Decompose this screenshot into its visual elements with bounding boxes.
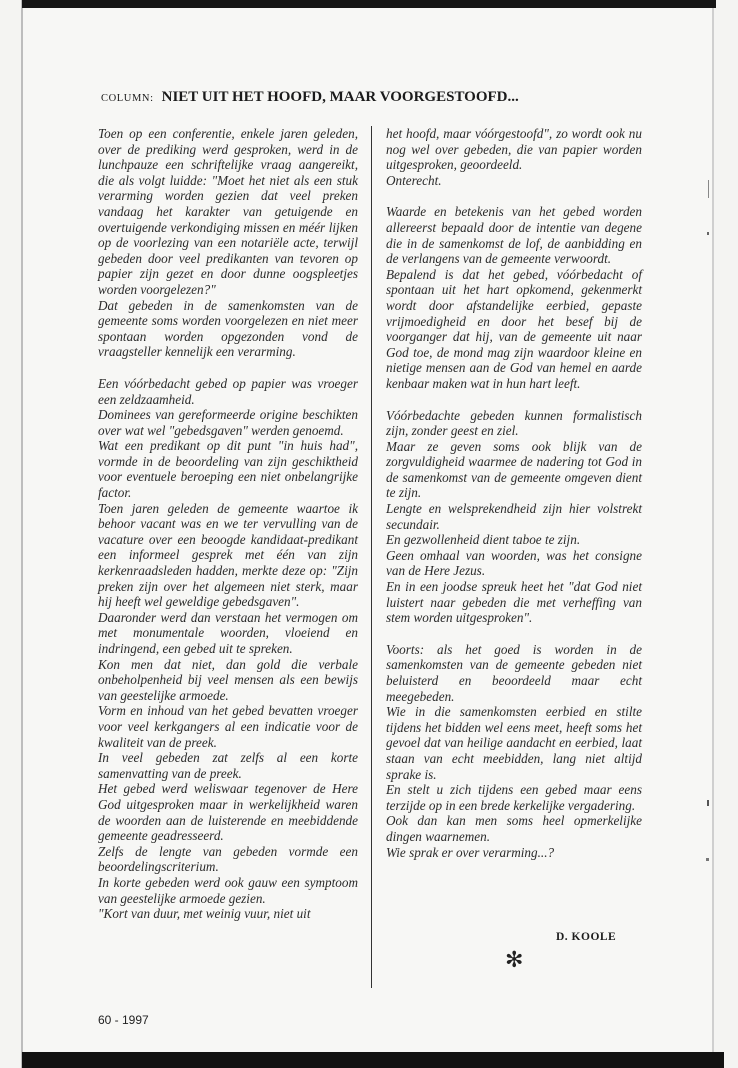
paragraph: Dominees van gereformeerde origine beschikten over wat wel "gebedsgaven" werden genoemd. bbox=[98, 407, 358, 438]
paragraph: In korte gebeden werd ook gauw een symptoom van geestelijke armoede gezien. bbox=[98, 874, 358, 906]
paragraph: Toen jaren geleden de gemeente waartoe ik behoor vacant was en we ter vervulling van de vacature over een beoogde kandidaat-predikant een informeel gesprek met één van zijn kerkenraadsleden hadden, merkte deze op: "Zijn preken zijn over het algemeen niet sterk, maar hij heeft wel geweldige gebedsgaven". bbox=[98, 500, 358, 610]
paragraph: Wie in die samenkomsten eerbied en stilte tijdens het bidden wel eens meet, heeft soms het gevoel dat van heilige aandacht en eerbied, laat staan van echt meebidden, lang niet altijd sprake is. bbox=[386, 704, 642, 782]
left-text-column bbox=[98, 126, 358, 922]
scan-speck bbox=[706, 858, 709, 861]
paragraph: Daaronder werd dan verstaan het vermogen om met monumentale woorden, vloeiend en indringend, een gebed uit te spreken. bbox=[98, 609, 358, 656]
scan-top-border bbox=[22, 0, 716, 8]
paragraph: Lengte en welsprekendheid zijn hier volstrekt secundair. bbox=[386, 501, 642, 532]
paragraph: Zelfs de lengte van gebeden vormde een beoordelingscriterium. bbox=[98, 843, 358, 875]
paragraph: Bepalend is dat het gebed, vóórbedacht of spontaan uit het hart opkomend, gekenmerkt wordt door afstandelijke eerbied, gepaste vrijmoedigheid en door het besef bij de voorganger dat hij, van de gemeente uit naar God toe, de mond mag zijn waardoor kleine en nietige mensen aan de God van hemel en aarde kenbaar maken wat in hun hart leeft. bbox=[386, 266, 642, 391]
article-title: NIET UIT HET HOOFD, MAAR VOORGESTOOFD... bbox=[161, 89, 519, 105]
scan-speck bbox=[708, 180, 709, 198]
paragraph-gap bbox=[386, 626, 642, 642]
paragraph: Toen op een conferentie, enkele jaren geleden, over de prediking werd gesproken, werd in de lunchpauze een schriftelijke vraag aangereikt, die als volgt luidde: "Moet het niet als een stuk verarming worden gezien dat veel preken vandaag het karakter van getuigende en overtuigende verkondiging missen en méér lijken op de voorlezing van een notariële acte, terwijl gebeden door veel predikanten van tevoren op papier zijn gezet en door dunne oogspleetjes worden voorgelezen?" bbox=[98, 126, 358, 297]
paragraph: Vorm en inhoud van het gebed bevatten vroeger voor veel kerkgangers al een indicatie voor de kwaliteit van de preek. bbox=[98, 703, 358, 750]
paragraph: Een vóórbedacht gebed op papier was vroeger een zeldzaamheid. bbox=[98, 375, 358, 407]
paragraph-gap bbox=[386, 188, 642, 204]
paragraph: Geen omhaal van woorden, was het consigne van de Here Jezus. bbox=[386, 547, 642, 579]
ornament-asterisk: ✻ bbox=[505, 948, 524, 973]
page-number: 60 - 1997 bbox=[98, 1013, 149, 1027]
paragraph: En in een joodse spreuk heet het "dat God niet luistert naar gebeden die met verheffing van stem worden uitgesproken". bbox=[386, 579, 642, 626]
paragraph: Wie sprak er over verarming...? bbox=[386, 844, 555, 860]
paragraph: Dat gebeden in de samenkomsten van de gemeente soms worden voorgelezen en niet meer spontaan worden opgezonden vond de vraagsteller kennelijk een verarming. bbox=[98, 297, 358, 360]
scan-bottom-border bbox=[22, 1052, 724, 1068]
paragraph: Wat een predikant op dit punt "in huis had", vormde in de beoordeling van zijn geschiktheid voor eventuele beroeping een niet onbelangrijke factor. bbox=[98, 438, 358, 501]
paragraph: Het gebed werd weliswaar tegenover de Here God uitgesproken maar in werkelijkheid waren de woorden aan de luisterende en meebiddende gemeente geadresseerd. bbox=[98, 781, 358, 844]
paragraph: Vóórbedachte gebeden kunnen formalistisch zijn, zonder geest en ziel. bbox=[386, 407, 642, 439]
paragraph: Maar ze geven soms ook blijk van de zorgvuldigheid waarmee de nadering tot God in de samenkomst van de gemeente omgeven dient te zijn. bbox=[386, 438, 642, 501]
paragraph: En gezwollenheid dient taboe te zijn. bbox=[386, 532, 581, 548]
paragraph-gap bbox=[98, 360, 358, 376]
column-kicker: COLUMN: bbox=[101, 93, 154, 104]
column-divider bbox=[371, 126, 372, 988]
author-signature: D. KOOLE bbox=[556, 931, 617, 943]
paragraph: "Kort van duur, met weinig vuur, niet uit bbox=[98, 906, 311, 922]
paragraph: het hoofd, maar vóórgestoofd", zo wordt ook nu nog wel over gebeden, die van papier worden uitgesproken, geoordeeld. bbox=[386, 126, 642, 173]
right-text-column bbox=[386, 126, 642, 860]
scan-speck bbox=[707, 232, 709, 235]
paragraph-gap bbox=[386, 392, 642, 408]
column-heading bbox=[101, 88, 519, 106]
paragraph: En stelt u zich tijdens een gebed maar eens terzijde op in een brede kerkelijke vergadering. bbox=[386, 782, 642, 813]
paragraph: Voorts: als het goed is worden in de samenkomsten van de gemeente gebeden niet beluisterd en beoordeeld maar echt meegebeden. bbox=[386, 641, 642, 704]
paragraph: In veel gebeden zat zelfs al een korte samenvatting van de preek. bbox=[98, 750, 358, 781]
scan-speck bbox=[707, 800, 709, 806]
paragraph: Kon men dat niet, dan gold die verbale onbeholpenheid bij veel mensen als een bewijs van geestelijke armoede. bbox=[98, 656, 358, 703]
page-right-edge bbox=[712, 0, 714, 1068]
paragraph: Waarde en betekenis van het gebed worden allereerst bepaald door de intentie van degene die in de samenkomst de lof, de aanbidding en de verlangens van de gemeente verwoordt. bbox=[386, 204, 642, 267]
paragraph: Onterecht. bbox=[386, 172, 442, 188]
paragraph: Ook dan kan men soms heel opmerkelijke dingen waarnemen. bbox=[386, 813, 642, 844]
